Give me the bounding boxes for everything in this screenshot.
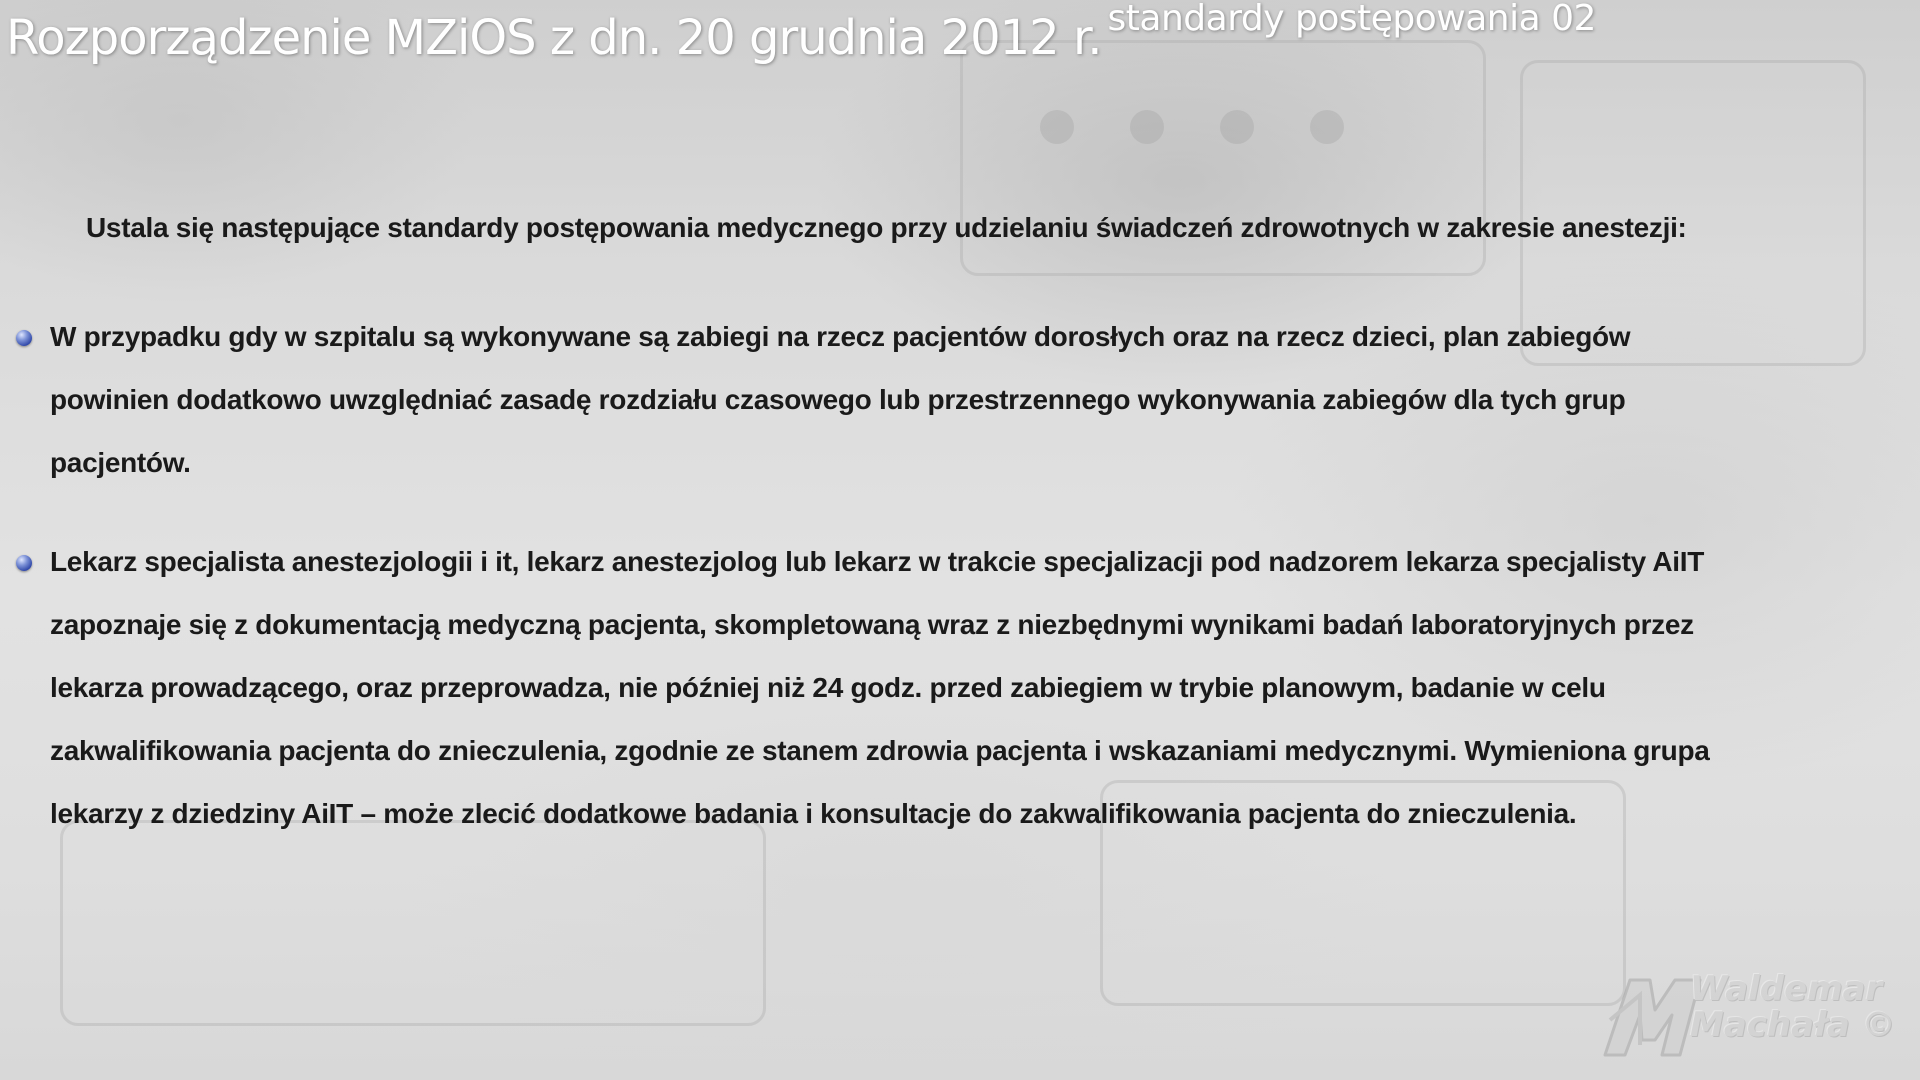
bullet-line: Lekarz specjalista anestezjologii i it, lekarz anestezjolog lub lekarz w trakcie specjalizacji pod nadzorem lekarza specjalisty AiIT xyxy=(50,546,1705,577)
bullet-line: powinien dodatkowo uwzględniać zasadę rozdziału czasowego lub przestrzennego wykonywania zabiegów dla tych grup xyxy=(50,384,1626,415)
bullet-item xyxy=(50,530,1900,845)
background-knob xyxy=(1220,110,1254,144)
background-knob xyxy=(1310,110,1344,144)
title-superscript: standardy postępowania 02 xyxy=(1107,0,1596,39)
bullet-list xyxy=(50,305,1900,881)
bullet-line: lekarza prowadzącego, oraz przeprowadza, nie później niż 24 godz. przed zabiegiem w trybie planowym, badanie w celu xyxy=(50,672,1606,703)
slide-title xyxy=(6,0,1596,66)
bullet-line: W przypadku gdy w szpitalu są wykonywane są zabiegi na rzecz pacjentów dorosłych oraz na rzecz dzieci, plan zabiegów xyxy=(50,321,1631,352)
background-knob xyxy=(1130,110,1164,144)
bullet-line: zapoznaje się z dokumentacją medyczną pacjenta, skompletowaną wraz z niezbędnymi wynikami badań laboratoryjnych przez xyxy=(50,609,1694,640)
watermark-line-2: Machała © xyxy=(1690,1005,1896,1045)
bullet-dot-icon xyxy=(16,555,32,571)
author-watermark xyxy=(1600,965,1900,1060)
bullet-line: lekarzy z dziedziny AiIT – może zlecić dodatkowe badania i konsultacje do zakwalifikowania pacjenta do znieczulenia. xyxy=(50,798,1577,829)
bullet-line: pacjentów. xyxy=(50,447,191,478)
title-main: Rozporządzenie MZiOS z dn. 20 grudnia 2012 r. xyxy=(6,10,1102,66)
bullet-line: zakwalifikowania pacjenta do znieczulenia, zgodnie ze stanem zdrowia pacjenta i wskazaniami medycznymi. Wymieniona grupa xyxy=(50,735,1710,766)
bullet-dot-icon xyxy=(16,330,32,346)
watermark-line-1: Waldemar xyxy=(1690,969,1883,1009)
background-knob xyxy=(1040,110,1074,144)
bullet-item xyxy=(50,305,1900,494)
intro-text: Ustala się następujące standardy postępowania medycznego przy udzielaniu świadczeń zdrowotnych w zakresie anestezji: xyxy=(86,212,1687,243)
